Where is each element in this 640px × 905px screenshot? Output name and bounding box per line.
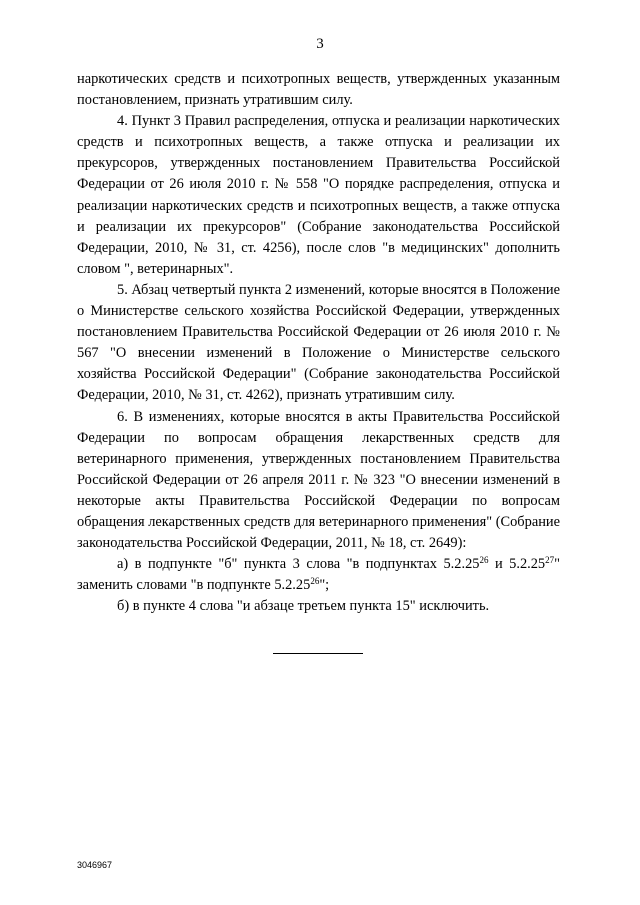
subitem-a-text-2: и 5.2.25 (488, 556, 546, 573)
paragraph-subitem-b: б) в пункте 4 слова "и абзаце третьем пункта 15" исключить. (117, 598, 490, 615)
paragraph-continuation: наркотических средств и психотропных веществ, утвержденных указанным постановлением, признать утратившим силу. (77, 71, 560, 109)
paragraph-subitem-a (77, 554, 560, 596)
subitem-a-text-1: а) в подпункте "б" пункта 3 слова "в подпунктах 5.2.25 (117, 556, 480, 573)
paragraph-item-6: 6. В изменениях, которые вносятся в акты Правительства Российской Федерации по вопросам обращения лекарственных средств для ветеринарного применения, утвержденных постановлением Правительства Российской Федерации от 26 апреля 2011 г. № 323 "О внесении изменений в некоторые акты Правительства Российской Федерации по вопросам обращения лекарственных средств для ветеринарного применения" (Собрание законодательства Российской Федерации, 2011, № 18, ст. 2649): (77, 408, 560, 552)
paragraph-item-4: 4. Пункт 3 Правил распределения, отпуска и реализации наркотических средств и психотропных веществ, а также отпуска и реализации их прекурсоров, утвержденных постановлением Правительства Российской Федерации от 26 июля 2010 г. № 558 "О порядке распределения, отпуска и реализации наркотических средств и психотропных веществ, а также отпуска и реализации их прекурсоров" (Собрание законодательства Российской Федерации, 2010, № 31, ст. 4256), после слов "в медицинских" дополнить словом ", ветеринарных". (77, 113, 560, 277)
subitem-a-text-3: " заменить словами "в подпункте 5.2.25 (77, 556, 561, 594)
subitem-a-text-4: "; (319, 577, 330, 594)
document-body (77, 69, 560, 617)
end-divider (273, 653, 363, 654)
footnote-ref-26: 26 (479, 555, 489, 566)
paragraph-item-5: 5. Абзац четвертый пункта 2 изменений, которые вносятся в Положение о Министерстве сельского хозяйства Российской Федерации, утвержденных постановлением Правительства Российской Федерации от 26 июля 2010 г. № 567 "О внесении изменений в Положение о Министерстве сельского хозяйства Российской Федерации" (Собрание законодательства Российской Федерации, 2010, № 31, ст. 4262), признать утратившим силу. (77, 281, 560, 404)
page-number: 3 (316, 36, 324, 52)
document-code: 3046967 (77, 860, 113, 870)
footnote-ref-26b: 26 (310, 576, 320, 587)
footnote-ref-27: 27 (545, 555, 555, 566)
